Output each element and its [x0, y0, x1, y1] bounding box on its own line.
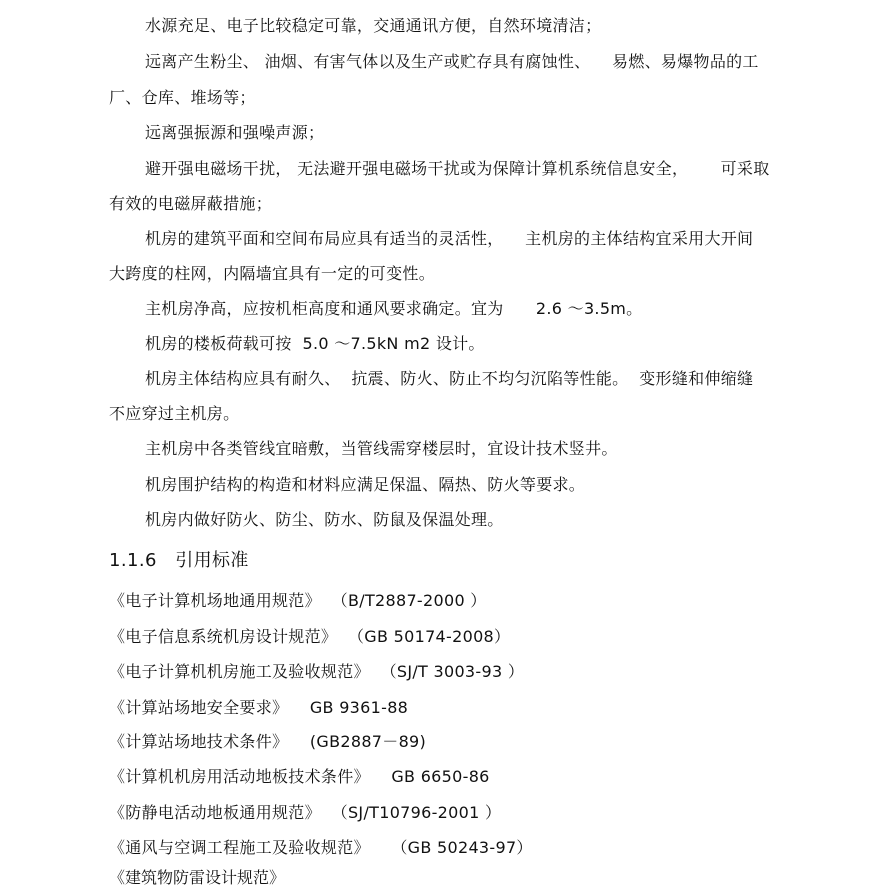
paragraph-line: 主机房中各类管线宜暗敷，当管线需穿楼层时，宜设计技术竖井。	[145, 439, 618, 458]
paragraph-line: 机房的楼板荷载可按 5.0 ～7.5kN m2 设计。	[145, 334, 485, 353]
standard-item: 《电子信息系统机房设计规范》 （GB 50174-2008）	[109, 627, 511, 646]
paragraph-line: 避开强电磁场干扰， 无法避开强电磁场干扰或为保障计算机系统信息安全， 可采取	[145, 159, 770, 178]
standard-item: 《计算机机房用活动地板技术条件》 GB 6650-86	[109, 767, 490, 786]
paragraph-line: 机房围护结构的构造和材料应满足保温、隔热、防火等要求。	[145, 475, 586, 494]
standard-item: 《通风与空调工程施工及验收规范》 （GB 50243-97）	[109, 838, 533, 857]
paragraph-line: 有效的电磁屏蔽措施；	[109, 194, 273, 213]
paragraph-line: 大跨度的柱网，内隔墙宜具有一定的可变性。	[109, 264, 436, 283]
section-heading	[109, 549, 249, 573]
standard-item: 《电子计算机场地通用规范》 （B/T2887-2000 ）	[109, 591, 487, 610]
standard-item: 《计算站场地安全要求》 GB 9361-88	[109, 698, 409, 717]
section-title: 引用标准	[175, 550, 249, 571]
paragraph-line: 不应穿过主机房。	[109, 404, 240, 423]
paragraph-line: 机房主体结构应具有耐久、 抗震、防火、防止不均匀沉陷等性能。 变形缝和伸缩缝	[145, 369, 754, 388]
standard-item: 《防静电活动地板通用规范》 （SJ/T10796-2001 ）	[109, 803, 502, 822]
cutoff-line-clip	[109, 866, 369, 887]
paragraph-line: 机房内做好防火、防尘、防水、防鼠及保温处理。	[145, 510, 504, 529]
paragraph-line: 远离产生粉尘、 油烟、有害气体以及生产或贮存具有腐蚀性、 易燃、易爆物品的工	[145, 52, 759, 71]
paragraph-line: 水源充足、电子比较稳定可靠，交通通讯方便，自然环境清洁；	[145, 16, 602, 35]
cutoff-standard-item: 《建筑物防雷设计规范》	[109, 868, 286, 887]
standard-item: 《计算站场地技术条件》 (GB2887－89)	[109, 732, 427, 751]
paragraph-line: 远离强振源和强噪声源；	[145, 123, 325, 142]
paragraph-line: 主机房净高，应按机柜高度和通风要求确定。宜为 2.6 ～3.5m。	[145, 299, 643, 318]
paragraph-line: 机房的建筑平面和空间布局应具有适当的灵活性， 主机房的主体结构宜采用大开间	[145, 229, 754, 248]
paragraph-line: 厂、仓库、堆场等；	[109, 88, 256, 107]
standard-item: 《电子计算机机房施工及验收规范》 （SJ/T 3003-93 ）	[109, 662, 525, 681]
section-number: 1.1.6	[109, 550, 157, 571]
